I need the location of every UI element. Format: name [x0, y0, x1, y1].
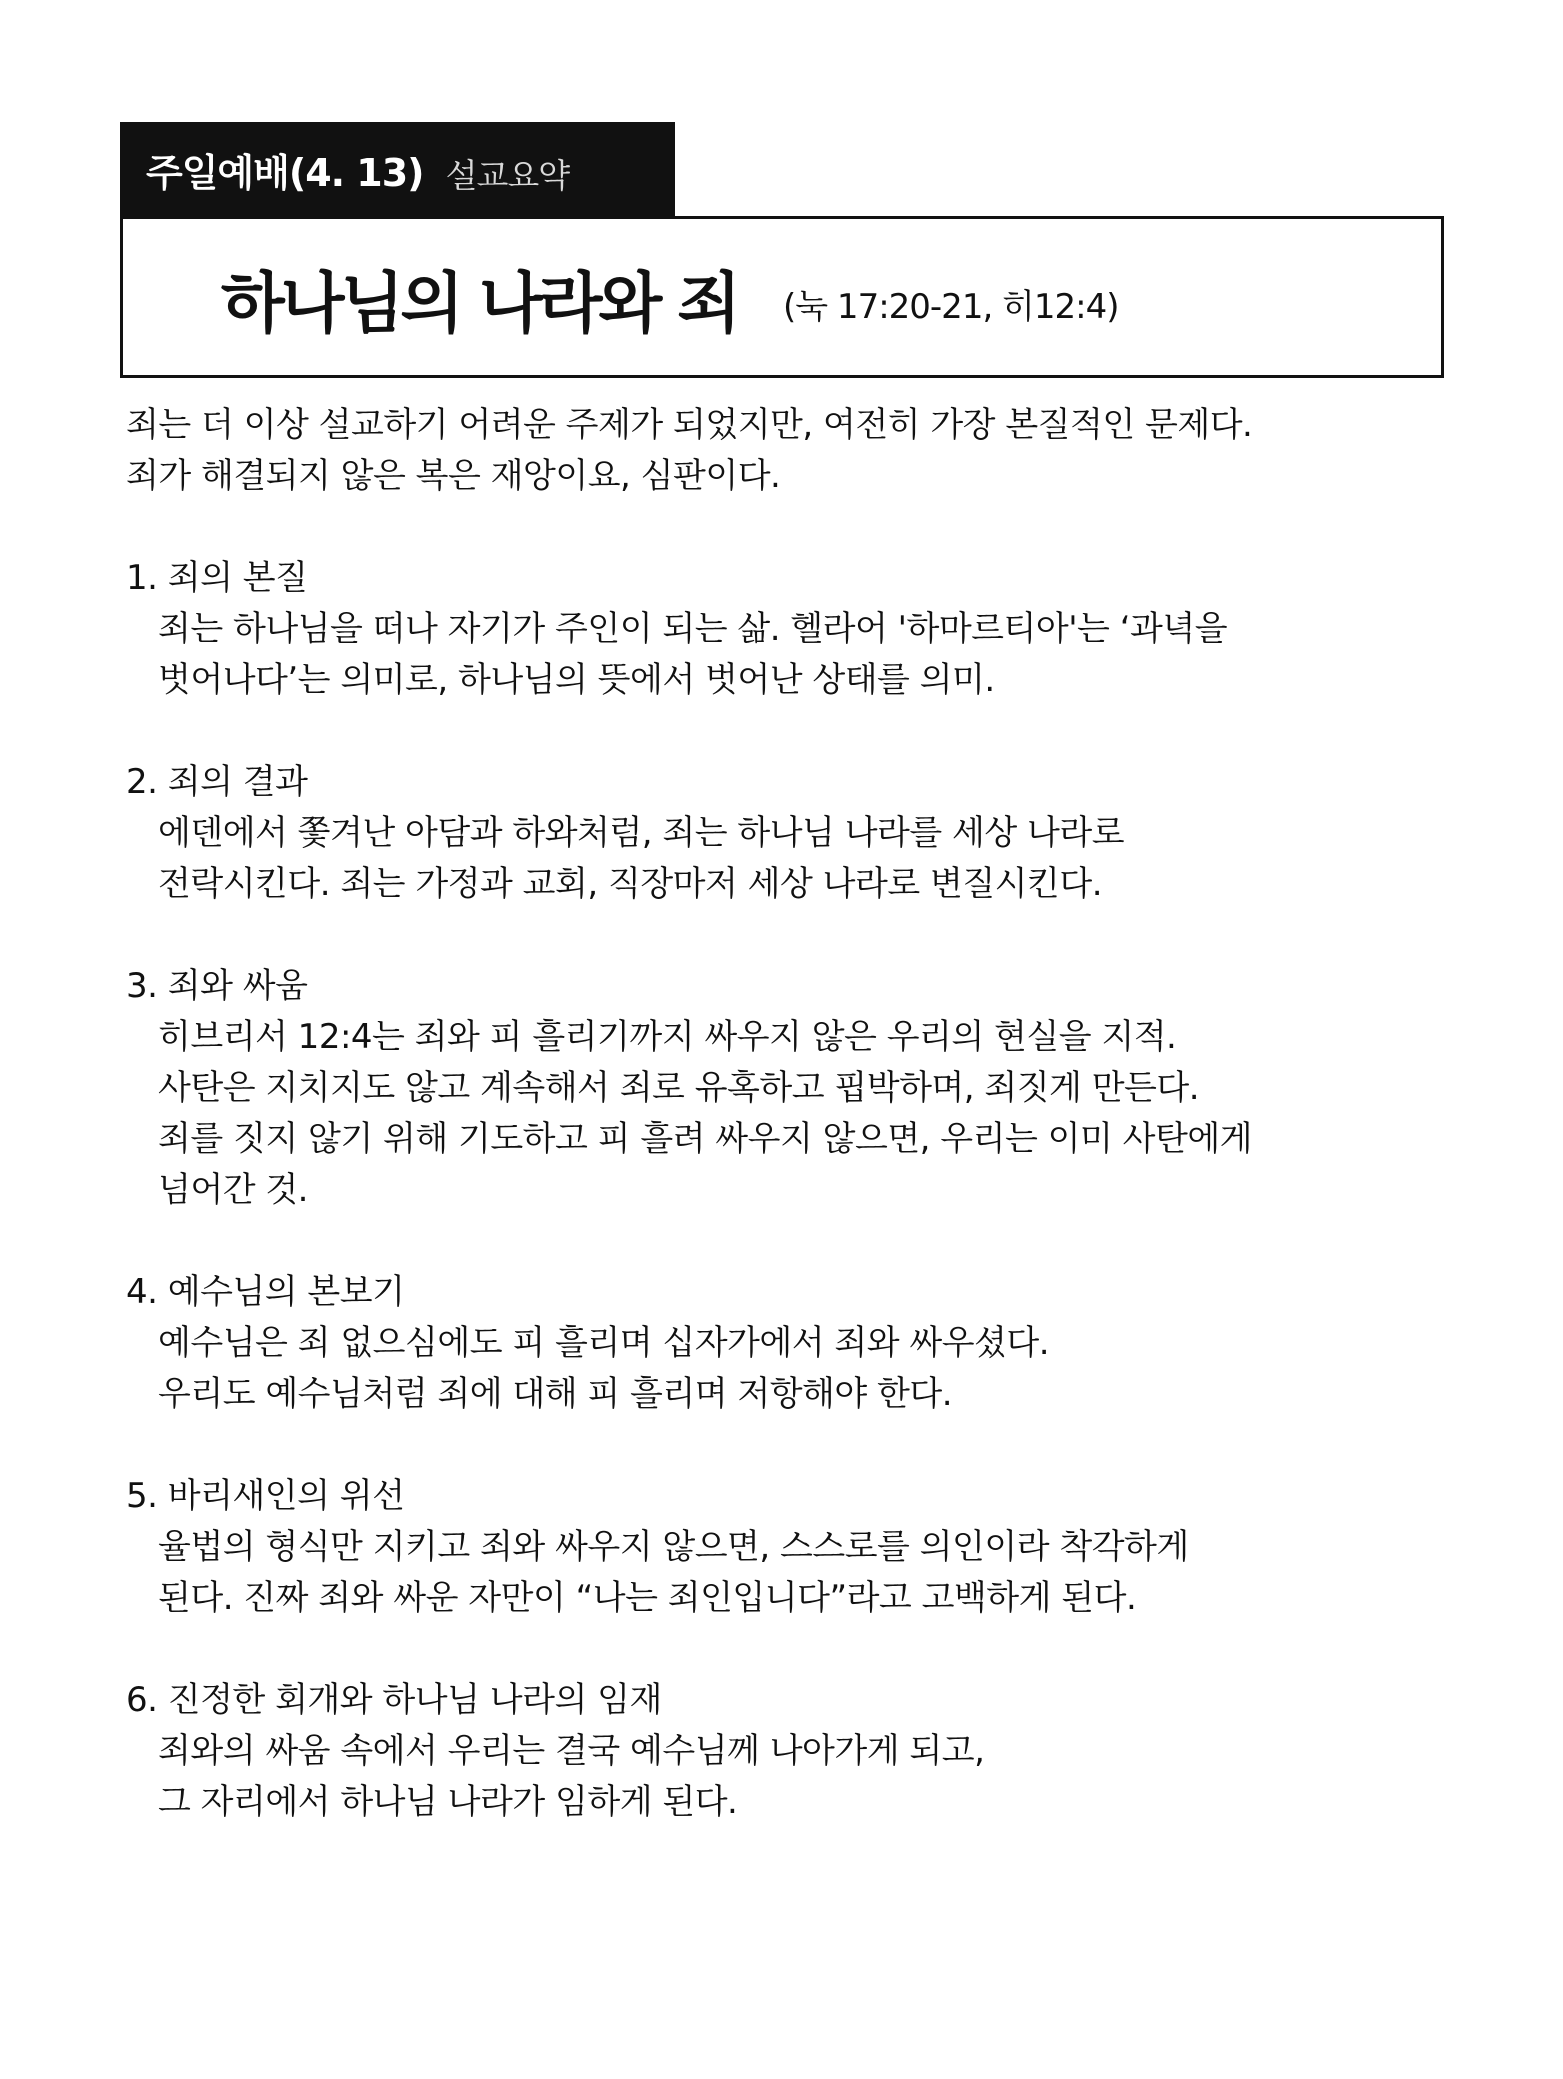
point-heading: 3. 죄와 싸움 — [126, 966, 308, 1006]
point-body — [126, 1012, 1446, 1216]
point-body — [126, 808, 1446, 910]
point-body — [126, 604, 1446, 706]
point-line: 죄와의 싸움 속에서 우리는 결국 예수님께 나아가게 되고, — [158, 1731, 985, 1771]
intro-line: 죄가 해결되지 않은 복은 재앙이요, 심판이다. — [126, 456, 781, 496]
point-body — [126, 1522, 1446, 1624]
sermon-summary — [126, 400, 1446, 1828]
point-heading: 1. 죄의 본질 — [126, 558, 308, 598]
point-line: 그 자리에서 하나님 나라가 임하게 된다. — [158, 1782, 738, 1822]
title-box — [120, 216, 1444, 378]
scripture-reference: (눅 17:20-21, 히12:4) — [783, 286, 1119, 327]
header-tab — [120, 122, 675, 216]
point-line: 에덴에서 쫓겨난 아담과 하와처럼, 죄는 하나님 나라를 세상 나라로 — [158, 813, 1125, 853]
point-4 — [126, 1267, 1446, 1420]
point-6 — [126, 1675, 1446, 1828]
point-line: 히브리서 12:4는 죄와 피 흘리기까지 싸우지 않은 우리의 현실을 지적. — [158, 1017, 1177, 1057]
point-1 — [126, 553, 1446, 706]
point-line: 넘어간 것. — [158, 1170, 308, 1210]
intro-paragraph — [126, 400, 1446, 502]
sermon-title: 하나님의 나라와 죄 — [221, 264, 738, 342]
point-line: 전락시킨다. 죄는 가정과 교회, 직장마저 세상 나라로 변질시킨다. — [158, 864, 1103, 904]
point-line: 벗어나다’는 의미로, 하나님의 뜻에서 벗어난 상태를 의미. — [158, 660, 995, 700]
point-line: 죄를 짓지 않기 위해 기도하고 피 흘려 싸우지 않으면, 우리는 이미 사탄에게 — [158, 1119, 1253, 1159]
point-5 — [126, 1471, 1446, 1624]
point-heading: 2. 죄의 결과 — [126, 762, 308, 802]
point-line: 예수님은 죄 없으심에도 피 흘리며 십자가에서 죄와 싸우셨다. — [158, 1323, 1050, 1363]
point-line: 율법의 형식만 지키고 죄와 싸우지 않으면, 스스로를 의인이라 착각하게 — [158, 1527, 1189, 1567]
point-2 — [126, 757, 1446, 910]
point-line: 죄는 하나님을 떠나 자기가 주인이 되는 삶. 헬라어 '하마르티아'는 ‘과녁을 — [158, 609, 1228, 649]
point-line: 우리도 예수님처럼 죄에 대해 피 흘리며 저항해야 한다. — [158, 1374, 953, 1414]
point-3 — [126, 961, 1446, 1216]
point-body — [126, 1726, 1446, 1828]
point-line: 된다. 진짜 죄와 싸운 자만이 “나는 죄인입니다”라고 고백하게 된다. — [158, 1578, 1137, 1618]
intro-line: 죄는 더 이상 설교하기 어려운 주제가 되었지만, 여전히 가장 본질적인 문제다. — [126, 405, 1253, 445]
section-label: 설교요약 — [445, 155, 570, 195]
point-heading: 4. 예수님의 본보기 — [126, 1272, 405, 1312]
point-body — [126, 1318, 1446, 1420]
service-label: 주일예배(4. 13) — [146, 150, 424, 195]
point-line: 사탄은 지치지도 않고 계속해서 죄로 유혹하고 핍박하며, 죄짓게 만든다. — [158, 1068, 1200, 1108]
point-heading: 5. 바리새인의 위선 — [126, 1476, 405, 1516]
point-heading: 6. 진정한 회개와 하나님 나라의 임재 — [126, 1680, 662, 1720]
